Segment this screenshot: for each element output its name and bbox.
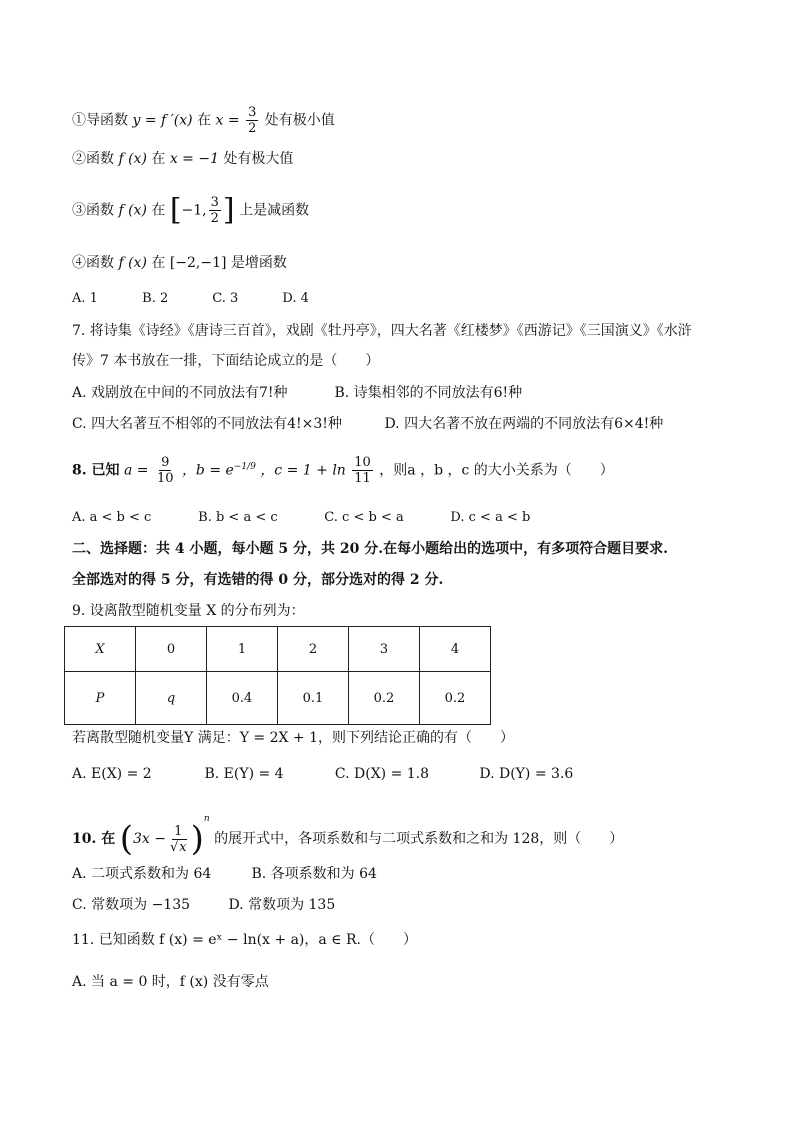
choice-b[interactable]: B. b < a < c — [198, 510, 278, 525]
table-cell: 0.2 — [420, 672, 491, 725]
q8-stem — [72, 455, 614, 486]
statement-1-mid: 在 — [197, 112, 212, 129]
statement-4-interval: [−2,−1] — [169, 255, 227, 271]
q10-tail: 的展开式中，各项系数和与二项式系数和之和为 128，则（ ） — [214, 831, 624, 847]
q9-choices — [72, 763, 573, 785]
frac-den: 10 — [156, 471, 174, 486]
choice-c[interactable]: C. 3 — [212, 291, 239, 306]
choice-b[interactable]: B. E(Y) = 4 — [204, 766, 284, 782]
table-cell: 0 — [136, 627, 207, 672]
frac-num: 3 — [210, 195, 219, 210]
statement-3-tail: 上是减函数 — [239, 202, 310, 219]
choice-d[interactable]: D. 常数项为 135 — [228, 897, 336, 913]
table-cell: P — [65, 672, 136, 725]
table-row — [65, 627, 491, 672]
statement-2-mid: 在 — [151, 151, 166, 167]
statement-1-var: x = — [215, 112, 245, 129]
q10-power: n — [203, 814, 210, 824]
q7-line-2: 传》7 本书放在一排，下面结论成立的是（ ） — [72, 353, 380, 369]
q8-tail: ，则a ，b ，c 的大小关系为（ ） — [379, 462, 614, 479]
q10-options-ab — [72, 863, 377, 885]
statement-3 — [72, 192, 310, 228]
q10-options-cd — [72, 894, 335, 916]
statement-2-cond: x = −1 — [169, 151, 219, 167]
statement-4-lead: ④函数 — [72, 255, 114, 271]
fraction-3-2 — [209, 195, 221, 226]
frac-num: 10 — [354, 455, 371, 470]
choice-a[interactable]: A. 戏剧放在中间的不同放法有7!种 — [72, 385, 288, 401]
left-paren: ( — [119, 819, 133, 859]
table-cell: X — [65, 627, 136, 672]
right-paren: ) — [190, 819, 204, 859]
section-2-line-1: 二、选择题：共 4 小题，每小题 5 分，共 20 分.在每小题给出的选项中，有多项符合题目要求. — [72, 541, 668, 557]
fraction-1-sqrt-x — [168, 824, 189, 855]
choice-b[interactable]: B. 2 — [142, 291, 169, 306]
q8-c-part: ，c = 1 + ln — [260, 462, 346, 479]
q7-options-ab — [72, 382, 522, 404]
q7-line-1: 7. 将诗集《诗经》《唐诗三百首》，戏剧《牡丹亭》，四大名著《红楼梦》《西游记》《三国演义》《水浒 — [72, 323, 692, 339]
frac-num: 3 — [248, 105, 257, 120]
q6-choices — [72, 288, 309, 310]
q8-b-part: ，b = e — [181, 462, 234, 479]
statement-3-lead: ③函数 — [72, 202, 114, 219]
frac-den: 2 — [210, 211, 219, 226]
choice-a[interactable]: A. 二项式系数和为 64 — [72, 866, 212, 882]
statement-3-fx: f (x) — [118, 202, 147, 219]
q7-options-cd — [72, 413, 663, 435]
statement-1-expr: y = f ′(x) — [132, 112, 193, 129]
choice-c[interactable]: C. 常数项为 −135 — [72, 897, 191, 913]
q8-b-exponent: −1/9 — [233, 461, 256, 472]
q8-a-var: a = — [123, 462, 149, 479]
q10-stem — [72, 808, 624, 859]
statement-3-mid: 在 — [151, 202, 166, 219]
statement-1-tail: 处有极小值 — [264, 112, 335, 129]
fraction-3-2 — [246, 105, 258, 136]
choice-b[interactable]: B. 各项系数和为 64 — [251, 866, 377, 882]
statement-4-fx: f (x) — [118, 255, 147, 271]
statement-4 — [72, 252, 287, 274]
table-cell: 0.2 — [349, 672, 420, 725]
q10-lead: 10. 在 — [72, 831, 116, 847]
q9-after: 若离散型随机变量Y 满足：Y = 2X + 1，则下列结论正确的有（ ） — [72, 730, 514, 746]
statement-4-mid: 在 — [151, 255, 166, 271]
choice-d[interactable]: D. c < a < b — [450, 510, 531, 525]
table-cell: 0.1 — [278, 672, 349, 725]
q8-choices — [72, 507, 530, 529]
table-cell: 0.4 — [207, 672, 278, 725]
statement-1 — [72, 105, 335, 136]
frac-den: √x — [169, 839, 187, 855]
right-bracket: ] — [222, 192, 235, 228]
choice-d[interactable]: D. 四大名著不放在两端的不同放法有6×4!种 — [384, 416, 664, 432]
choice-c[interactable]: C. D(X) = 1.8 — [334, 766, 430, 782]
table-cell: 3 — [349, 627, 420, 672]
q9-intro: 9. 设离散型随机变量 X 的分布列为： — [72, 603, 305, 619]
q8-lead: 8. 已知 — [72, 462, 120, 479]
statement-2 — [72, 148, 293, 170]
section-2-line-2: 全部选对的得 5 分，有选错的得 0 分，部分选对的得 2 分. — [72, 572, 444, 588]
q11-stem: 11. 已知函数 f (x) = eˣ − ln(x + a)，a ∈ R.（ ） — [72, 932, 417, 948]
q11-option-a[interactable]: A. 当 a = 0 时，f (x) 没有零点 — [72, 974, 269, 990]
interval-start: −1, — [181, 202, 207, 219]
table-cell: 4 — [420, 627, 491, 672]
statement-2-lead: ②函数 — [72, 151, 114, 167]
statement-2-fx: f (x) — [118, 151, 147, 167]
statement-1-lead: ①导函数 — [72, 112, 128, 129]
choice-c[interactable]: C. c < b < a — [324, 510, 404, 525]
choice-a[interactable]: A. a < b < c — [72, 510, 152, 525]
table-cell: q — [136, 672, 207, 725]
choice-a[interactable]: A. E(X) = 2 — [72, 766, 152, 782]
sqrt-x: x — [179, 839, 187, 855]
frac-num: 9 — [161, 455, 170, 470]
frac-num: 1 — [174, 823, 183, 839]
table-cell: 1 — [207, 627, 278, 672]
frac-den: 2 — [248, 121, 257, 136]
table-row — [65, 672, 491, 725]
statement-4-tail: 是增函数 — [230, 255, 287, 271]
frac-den: 11 — [354, 471, 371, 486]
q10-base: 3x − — [132, 831, 166, 847]
fraction-9-10 — [155, 455, 176, 486]
distribution-table — [64, 626, 491, 725]
left-bracket: [ — [169, 192, 182, 228]
choice-a[interactable]: A. 1 — [72, 291, 98, 306]
choice-d[interactable]: D. 4 — [282, 291, 309, 306]
statement-2-tail: 处有极大值 — [223, 151, 294, 167]
table-cell: 2 — [278, 627, 349, 672]
fraction-10-11 — [352, 455, 373, 486]
choice-b[interactable]: B. 诗集相邻的不同放法有6!种 — [334, 385, 523, 401]
choice-c[interactable]: C. 四大名著互不相邻的不同放法有4!×3!种 — [72, 416, 342, 432]
choice-d[interactable]: D. D(Y) = 3.6 — [479, 766, 574, 782]
